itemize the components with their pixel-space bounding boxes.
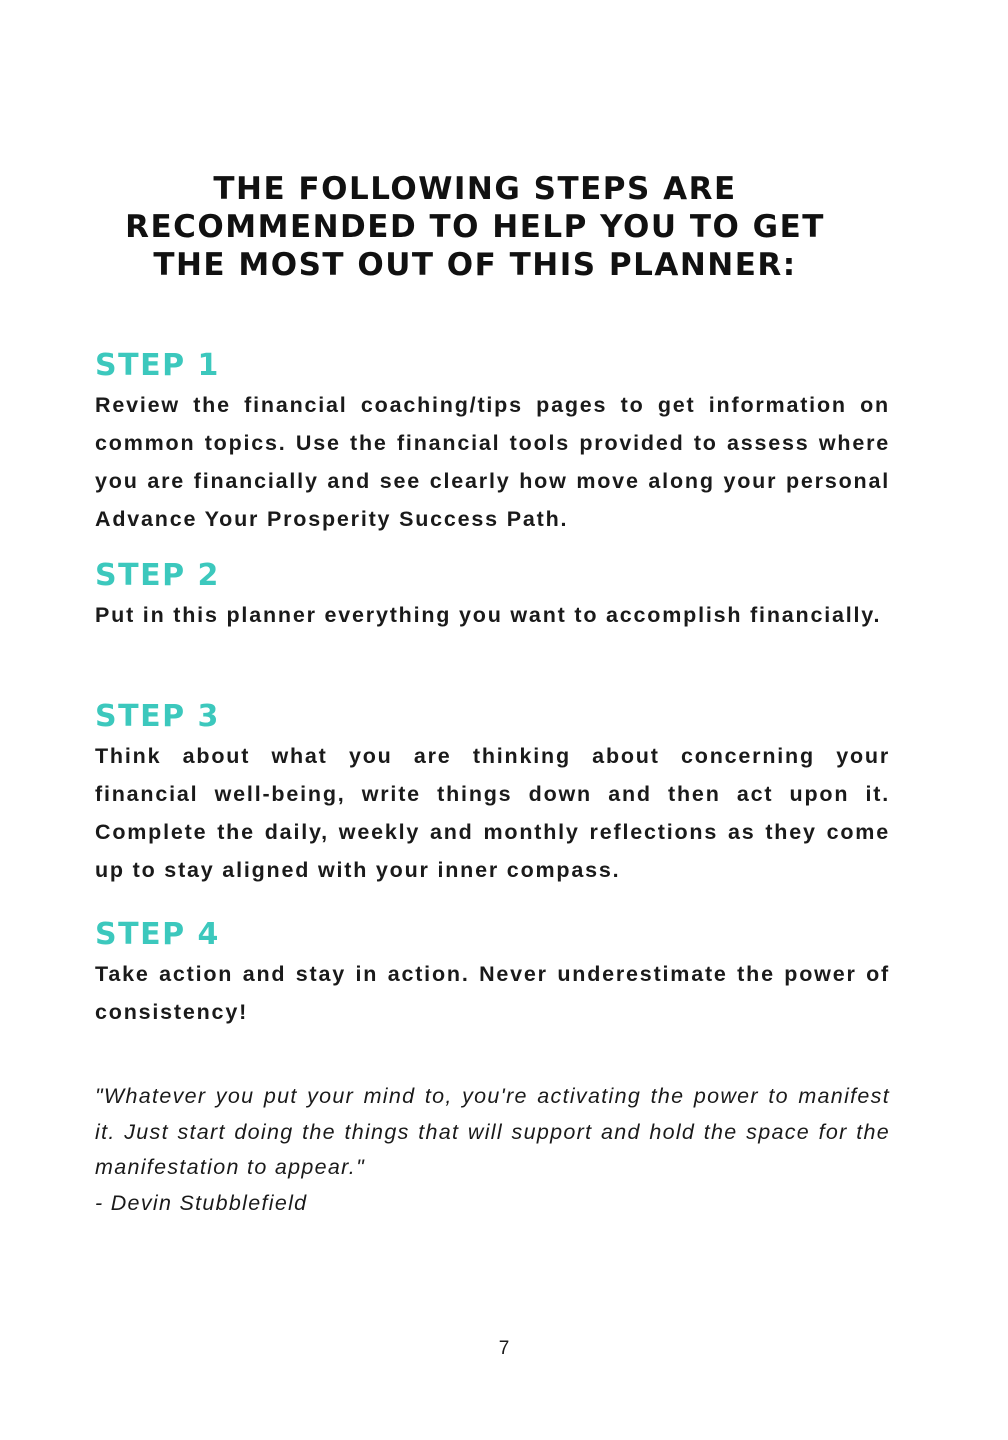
step-1-body: Review the financial coaching/tips pages to get information on common topics. Use the financial tools provided to assess where you are financially and see clearly how move along your personal Advance Your Prosperity Success Path. — [95, 393, 890, 531]
step-2-title: STEP 2 — [95, 558, 220, 593]
heading-line-1: THE FOLLOWING STEPS ARE — [213, 171, 737, 207]
page-heading — [0, 170, 950, 284]
quote-text: "Whatever you put your mind to, you're activating the power to manifest it. Just start doing the things that will support and hold the space for the manifestation to appear." — [95, 1084, 890, 1179]
step-1-section — [95, 348, 890, 538]
heading-line-3: THE MOST OUT OF THIS PLANNER: — [153, 247, 797, 283]
step-4-title: STEP 4 — [95, 917, 220, 952]
step-3-body: Think about what you are thinking about concerning your financial well-being, write things down and then act upon it. Complete the daily, weekly and monthly reflections as they come up to stay aligned with your inner compass. — [95, 744, 890, 882]
step-3-title: STEP 3 — [95, 699, 220, 734]
step-3-section — [95, 699, 890, 889]
step-4-section — [95, 917, 890, 1031]
page-number: 7 — [498, 1338, 510, 1359]
step-1-title: STEP 1 — [95, 348, 220, 383]
step-4-body: Take action and stay in action. Never underestimate the power of consistency! — [95, 962, 890, 1024]
step-2-body: Put in this planner everything you want to accomplish financially. — [95, 603, 882, 627]
heading-line-2: RECOMMENDED TO HELP YOU TO GET — [125, 209, 825, 245]
step-2-section — [95, 558, 890, 634]
quote-author: - Devin Stubblefield — [95, 1191, 308, 1215]
